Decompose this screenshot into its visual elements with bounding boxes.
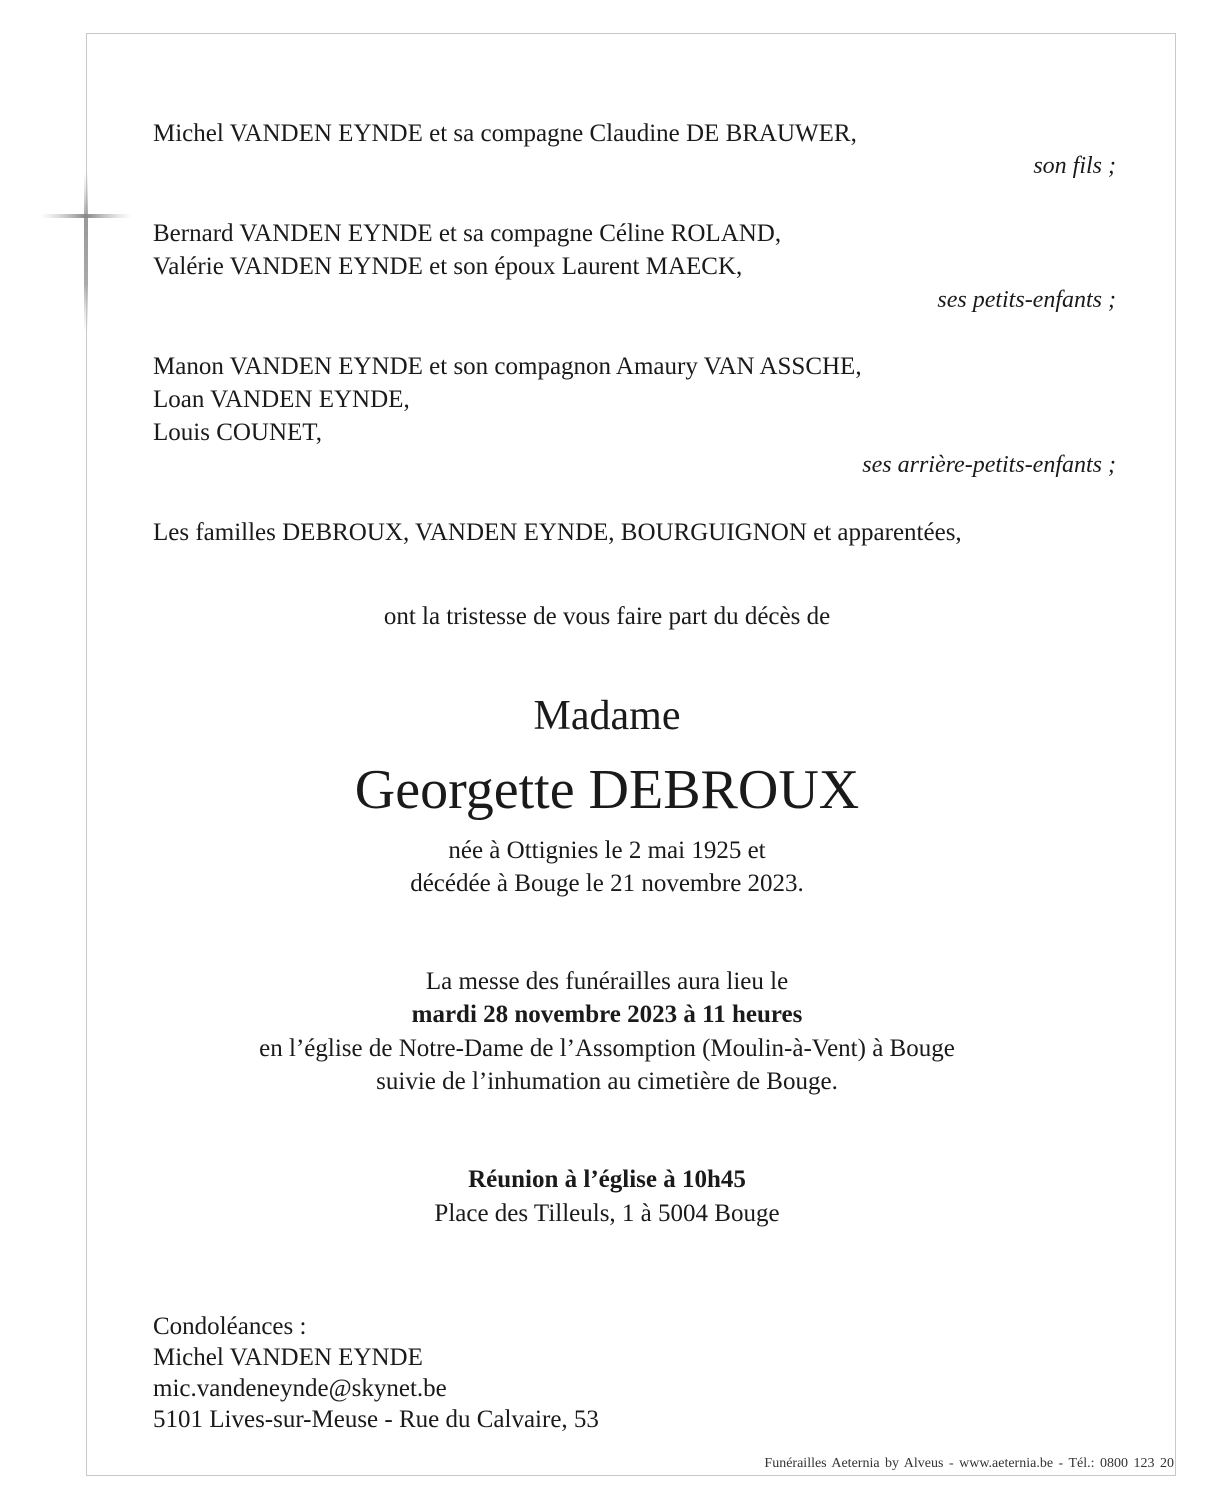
deceased-name: Georgette DEBROUX (354, 759, 860, 821)
condolences-name: Michel VANDEN EYNDE (153, 1344, 423, 1371)
ceremony-place: en l’église de Notre-Dame de l’Assomption (Moulin-à-Vent) à Bouge (259, 1035, 955, 1062)
family-line: Loan VANDEN EYNDE, (153, 386, 410, 413)
family-line: Bernard VANDEN EYNDE et sa compagne Céline ROLAND, (153, 220, 782, 247)
relation-great-grandchildren: ses arrière-petits-enfants ; (862, 452, 1116, 478)
ceremony-burial: suivie de l’inhumation au cimetière de Bouge. (376, 1068, 838, 1095)
family-line: Louis COUNET, (153, 419, 322, 446)
relation-son: son fils ; (1033, 153, 1116, 179)
cross-icon (40, 172, 132, 332)
ceremony-intro: La messe des funérailles aura lieu le (425, 968, 789, 995)
footer-credit: Funérailles Aeternia by Alveus - www.aeternia.be - Tél.: 0800 123 20 (764, 1456, 1174, 1471)
family-line: Manon VANDEN EYNDE et son compagnon Amaury VAN ASSCHE, (153, 353, 862, 380)
relation-grandchildren: ses petits-enfants ; (937, 287, 1116, 313)
condolences-address: 5101 Lives-sur-Meuse - Rue du Calvaire, 53 (153, 1406, 599, 1433)
condolences-email: mic.vandeneynde@skynet.be (153, 1375, 447, 1402)
family-line: Valérie VANDEN EYNDE et son époux Laurent MAECK, (153, 253, 743, 280)
death-line: décédée à Bouge le 21 novembre 2023. (410, 870, 804, 897)
birth-line: née à Ottignies le 2 mai 1925 et (448, 837, 766, 864)
family-line: Michel VANDEN EYNDE et sa compagne Claudine DE BRAUWER, (153, 120, 857, 147)
deceased-title: Madame (533, 693, 681, 739)
announcement: ont la tristesse de vous faire part du décès de (383, 603, 831, 630)
families-line: Les familles DEBROUX, VANDEN EYNDE, BOURGUIGNON et apparentées, (153, 519, 962, 546)
meeting-address: Place des Tilleuls, 1 à 5004 Bouge (434, 1200, 780, 1227)
ceremony-datetime: mardi 28 novembre 2023 à 11 heures (411, 1001, 803, 1028)
meeting-time: Réunion à l’église à 10h45 (468, 1166, 746, 1193)
condolences-label: Condoléances : (153, 1313, 307, 1340)
